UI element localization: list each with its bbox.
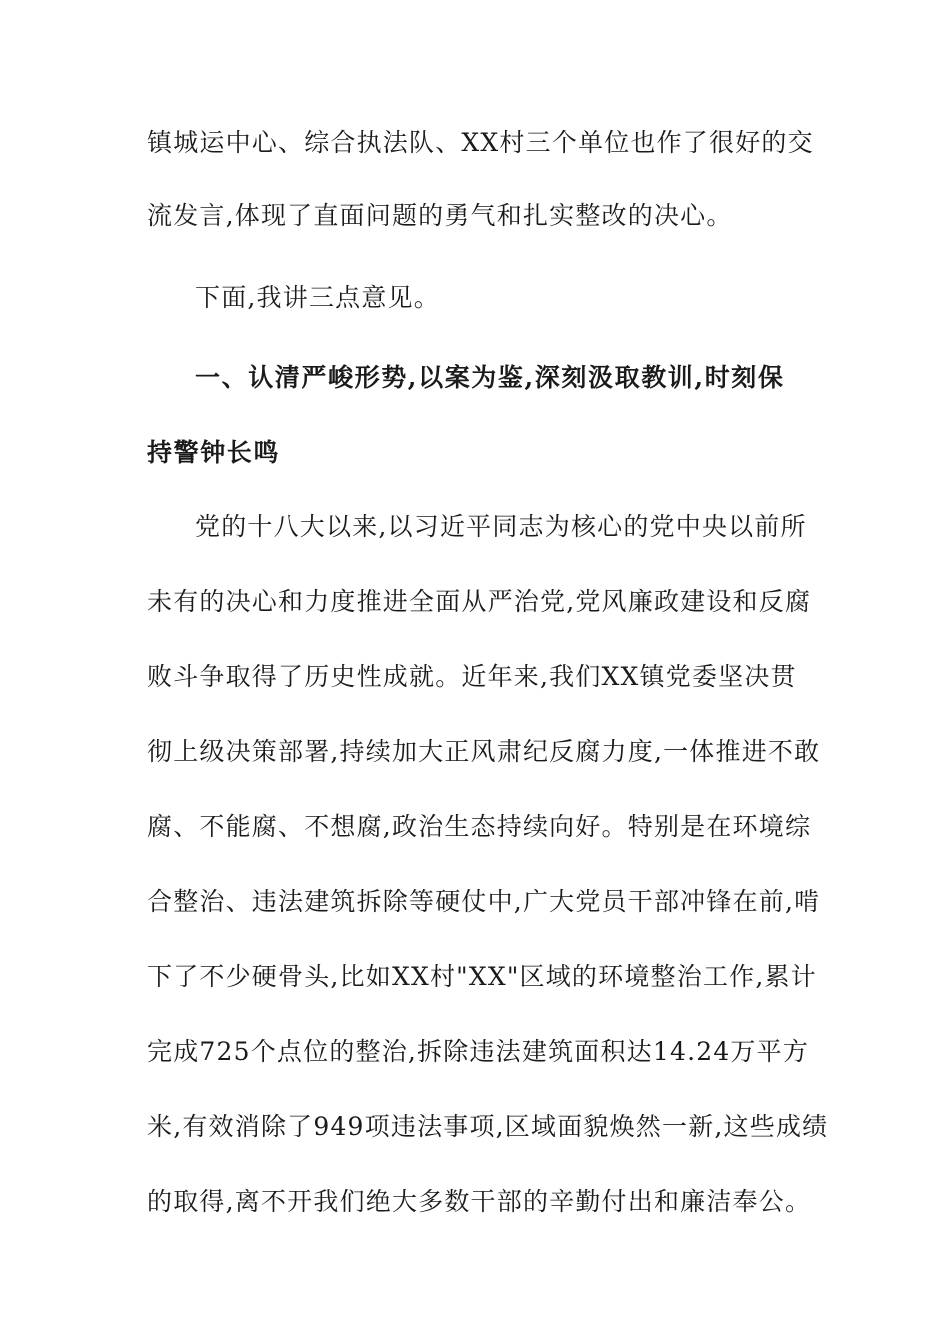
paragraph-line: 镇城运中心、综合执法队、XX村三个单位也作了很好的交 [147, 128, 814, 157]
paragraph-line: 败斗争取得了历史性成就。近年来,我们XX镇党委坚决贯 [147, 662, 797, 691]
paragraph-line: 未有的决心和力度推进全面从严治党,党风廉政建设和反腐 [147, 587, 812, 616]
section-heading-line: 一、认清严峻形势,以案为鉴,深刻汲取教训,时刻保 [195, 363, 785, 392]
paragraph-line: 彻上级决策部署,持续加大正风肃纪反腐力度,一体推进不敢 [147, 737, 821, 766]
paragraph-line: 腐、不能腐、不想腐,政治生态持续向好。特别是在环境综 [147, 812, 812, 841]
paragraph-line: 的取得,离不开我们绝大多数干部的辛勤付出和廉洁奉公。 [147, 1187, 812, 1216]
paragraph-line: 流发言,体现了直面问题的勇气和扎实整改的决心。 [147, 201, 733, 230]
paragraph-line: 合整治、违法建筑拆除等硬仗中,广大党员干部冲锋在前,啃 [147, 887, 821, 916]
paragraph-line: 完成725个点位的整治,拆除违法建筑面积达14.24万平方 [147, 1037, 810, 1066]
paragraph-line: 党的十八大以来,以习近平同志为核心的党中央以前所 [195, 512, 807, 541]
section-heading-line: 持警钟长鸣 [147, 438, 281, 467]
paragraph-line: 米,有效消除了949项违法事项,区域面貌焕然一新,这些成绩 [147, 1112, 829, 1141]
paragraph-line: 下了不少硬骨头,比如XX村"XX"区域的环境整治工作,累计 [147, 962, 817, 991]
paragraph-line: 下面,我讲三点意见。 [195, 283, 440, 312]
